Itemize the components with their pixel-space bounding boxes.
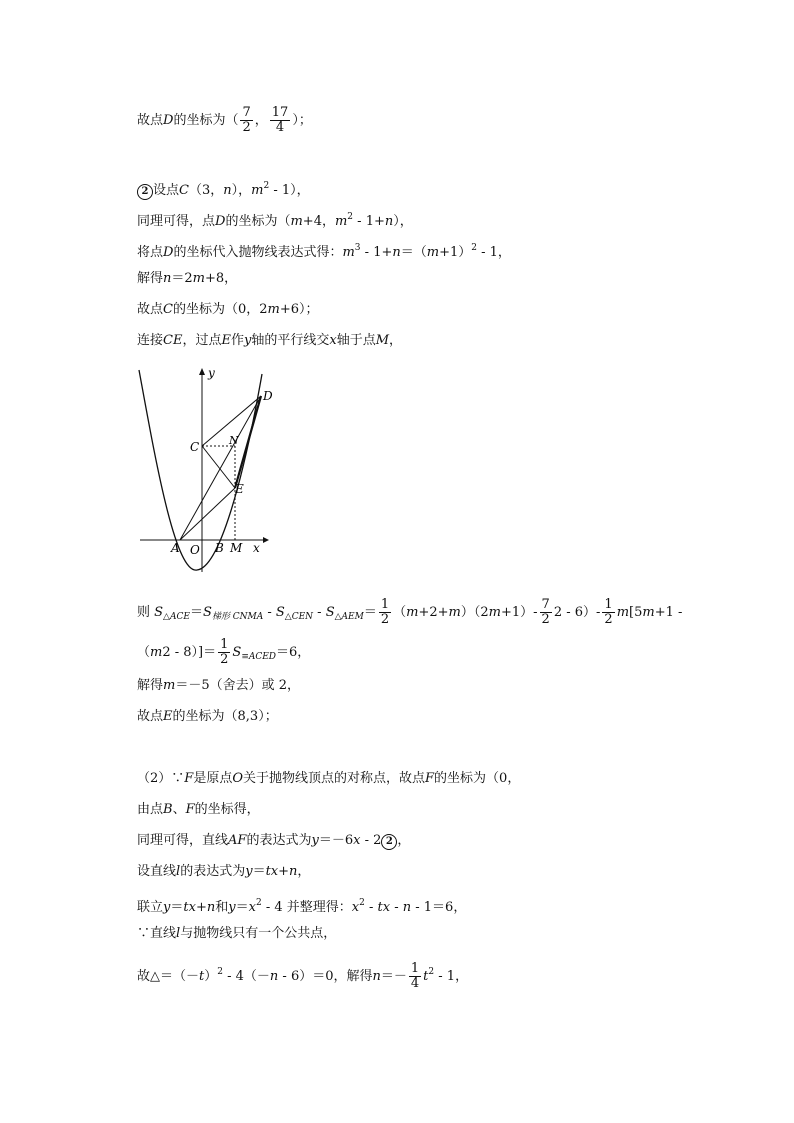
fraction: $\frac{17}{4}$ [271,105,289,135]
line-ce [202,446,235,488]
label-c: C [190,440,200,454]
line-part2: （2）∵F是原点O关于抛物线顶点的对称点，故点F的坐标为（0， [137,771,521,786]
label-y: y [208,366,215,380]
line-d-coordinates: 故点D的坐标为（ $\frac{7}{2}$ ， $\frac{17}{4}$ ）； [137,105,312,135]
label-a: A [171,541,180,555]
fraction: $\frac{1}{4}$ [410,961,420,991]
line-solve-m: 解得m＝－5（舍去）或 2， [137,678,301,693]
line-ad [180,396,261,540]
circled-number: 2 [137,184,153,200]
label-m: M [230,541,243,555]
label-b: B [215,541,224,555]
x-axis-arrow-icon [263,537,269,543]
line-ed [235,396,261,488]
parabola-figure [135,362,275,574]
line-set-c: 2 设点C（3，n），$m^2 - 1$）， [137,178,310,200]
line-area-formula: 则 $S_{\triangle ACE}=S_{梯形 CNMA} - S_{\triangle CEN} - S_{\triangle AEM}=$ $\frac{1}{2}$ （m+2+m）（2m+1）- $\frac{7}{2}$ 2 - 6）- $\frac{1}{2}$ m[5m+1 - [137,597,683,627]
line-c-coordinates: 故点C的坐标为（0，2m+6）； [137,302,319,317]
label-d: D [263,389,273,403]
line-l-expression: 设直线l的表达式为y＝tx+n， [137,864,311,879]
label-n: N [229,434,239,447]
line-bf-coordinates: 由点B、F的坐标得， [137,802,260,817]
line-substitute: 将点D的坐标代入抛物线表达式得：$m^3 - 1+n=(m+1)^2 - 1$， [137,243,511,260]
line-one-common-point: ∵直线l与抛物线只有一个公共点， [137,926,337,941]
line-d-similar: 同理可得，点D的坐标为（m+4，$m^2 - 1+n$）， [137,212,413,229]
label-x: x [253,541,260,555]
fraction: $\frac{1}{2}$ [380,597,390,627]
circled-number: 2 [381,834,397,850]
label-e: E [235,482,244,496]
fraction: $\frac{7}{2}$ [541,597,550,627]
y-axis-arrow-icon [199,368,205,375]
fraction: $\frac{1}{2}$ [604,597,613,627]
line-e-coordinates: 故点E的坐标为（8,3）； [137,709,278,724]
line-area-formula-cont: （m2 - 8）]＝ $\frac{1}{2}$ $S_{\equiv ACED}=6$， [137,637,311,667]
line-solve-n: 解得n＝2m+8， [137,271,238,286]
line-combine: 联立y＝tx+n和$y=x^2 - 4$ 并整理得：$x^2$ - tx - n - 1＝6， [137,898,467,915]
fraction: $\frac{1}{2}$ [220,637,229,667]
label-o: O [190,543,200,557]
line-discriminant: 故$\triangle=(-t)^2 - 4(-n - 6)=0$，解得n＝－ $\frac{1}{4}$ $t^2 - 1$， [137,961,469,991]
fraction: $\frac{7}{2}$ [242,105,251,135]
line-ae [180,488,235,540]
line-af-expression: 同理可得，直线AF的表达式为y＝－6x - 2 2 ， [137,833,411,848]
line-connect-ce: 连接CE，过点E作y轴的平行线交x轴于点M， [137,333,403,348]
